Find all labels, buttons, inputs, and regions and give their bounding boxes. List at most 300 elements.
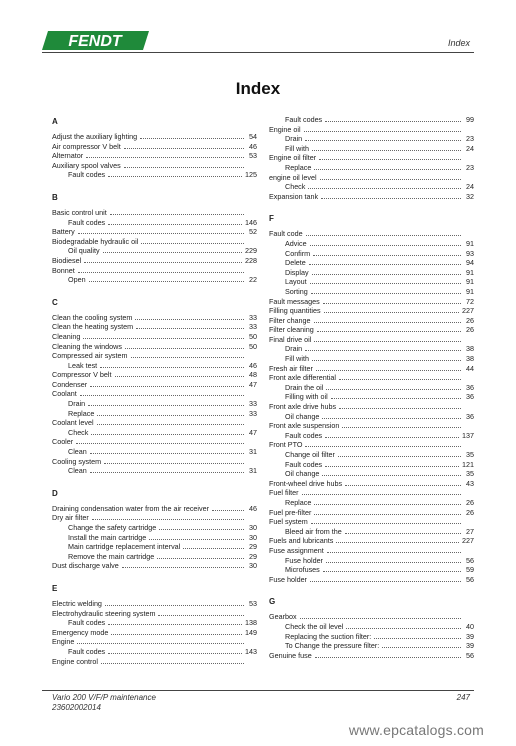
index-entry bbox=[52, 170, 257, 180]
dot-leader bbox=[313, 255, 461, 256]
index-entry bbox=[52, 609, 257, 619]
index-entry bbox=[52, 142, 257, 152]
entry-label: Oil change bbox=[285, 411, 320, 421]
entry-page-number: 146 bbox=[245, 217, 257, 227]
entry-page-number: 26 bbox=[466, 315, 474, 325]
entry-page-number: 26 bbox=[466, 497, 474, 507]
index-section bbox=[269, 214, 474, 584]
entry-page-number: 33 bbox=[249, 399, 257, 409]
index-entry bbox=[52, 342, 257, 352]
index-entry bbox=[269, 354, 474, 364]
entry-page-number: 52 bbox=[249, 227, 257, 237]
dot-leader bbox=[124, 167, 244, 168]
entry-label: Change the safety cartridge bbox=[68, 523, 157, 532]
entry-page-number: 48 bbox=[249, 370, 257, 380]
entry-label: Fuse holder bbox=[285, 555, 323, 565]
entry-label: Engine bbox=[52, 637, 75, 647]
section-letter: G bbox=[269, 597, 276, 607]
index-entry bbox=[52, 552, 257, 562]
index-section bbox=[52, 193, 257, 285]
index-entry bbox=[269, 556, 474, 566]
dot-leader bbox=[327, 552, 461, 553]
entry-label: Cooler bbox=[52, 437, 74, 447]
dot-leader bbox=[135, 319, 244, 320]
dot-leader bbox=[105, 605, 244, 606]
entry-label: Install the main cartridge bbox=[68, 532, 147, 542]
entry-page-number: 50 bbox=[249, 331, 257, 341]
index-entry bbox=[269, 536, 474, 546]
entry-label: Alternator bbox=[52, 151, 84, 161]
index-entry bbox=[269, 575, 474, 585]
index-entry bbox=[269, 249, 474, 259]
footer-document-code: 23602002014 bbox=[52, 703, 101, 712]
entry-page-number: 47 bbox=[249, 379, 257, 389]
entry-page-number: 59 bbox=[466, 565, 474, 575]
entry-label: Coolant level bbox=[52, 418, 94, 428]
dot-leader bbox=[125, 348, 244, 349]
entry-label: Clean the cooling system bbox=[52, 312, 133, 322]
entry-page-number: 94 bbox=[466, 258, 474, 268]
entry-label: Fill with bbox=[285, 143, 309, 153]
index-entry bbox=[269, 173, 474, 183]
dot-leader bbox=[312, 274, 461, 275]
index-entry bbox=[269, 344, 474, 354]
entry-page-number: 53 bbox=[249, 151, 257, 161]
entry-page-number: 31 bbox=[249, 447, 257, 457]
dot-leader bbox=[336, 542, 459, 543]
dot-leader bbox=[316, 370, 461, 371]
entry-page-number: 56 bbox=[466, 555, 474, 565]
dot-leader bbox=[314, 341, 461, 342]
index-entry bbox=[52, 266, 257, 276]
dot-leader bbox=[78, 272, 244, 273]
entry-page-number: 56 bbox=[466, 574, 474, 584]
index-entry bbox=[269, 421, 474, 431]
index-entry bbox=[269, 440, 474, 450]
entry-label: Fault codes bbox=[68, 170, 106, 180]
dot-leader bbox=[311, 293, 461, 294]
index-entry bbox=[269, 479, 474, 489]
entry-label: Layout bbox=[285, 277, 307, 287]
dot-leader bbox=[305, 350, 461, 351]
index-entry bbox=[269, 488, 474, 498]
dot-leader bbox=[320, 179, 461, 180]
dot-leader bbox=[108, 624, 242, 625]
dot-leader bbox=[305, 140, 461, 141]
dot-leader bbox=[97, 415, 244, 416]
entry-label: Final drive oil bbox=[269, 334, 312, 344]
entry-page-number: 228 bbox=[245, 255, 257, 265]
dot-leader bbox=[311, 523, 461, 524]
dot-leader bbox=[302, 494, 461, 495]
index-entry bbox=[269, 450, 474, 460]
dot-leader bbox=[158, 615, 244, 616]
dot-leader bbox=[326, 562, 461, 563]
index-entry bbox=[52, 418, 257, 428]
index-entry bbox=[269, 316, 474, 326]
index-entry bbox=[52, 466, 257, 476]
entry-page-number: 30 bbox=[249, 523, 257, 532]
index-entry bbox=[269, 144, 474, 154]
dot-leader bbox=[78, 233, 244, 234]
entry-label: Advice bbox=[285, 238, 307, 248]
entry-page-number: 99 bbox=[466, 115, 474, 124]
index-entry bbox=[52, 457, 257, 467]
index-entry bbox=[52, 313, 257, 323]
entry-label: Front axle differential bbox=[269, 373, 336, 383]
dot-leader bbox=[314, 504, 461, 505]
entry-label: Check bbox=[285, 182, 306, 192]
entry-label: Replace bbox=[285, 497, 312, 507]
index-entry bbox=[52, 533, 257, 543]
footer-divider bbox=[42, 690, 474, 691]
dot-leader bbox=[342, 427, 461, 428]
index-entry bbox=[52, 237, 257, 247]
entry-label: Dry air filter bbox=[52, 513, 89, 523]
entry-label: Fault codes bbox=[68, 217, 106, 227]
dot-leader bbox=[122, 567, 244, 568]
index-entry bbox=[269, 383, 474, 393]
entry-page-number: 33 bbox=[249, 408, 257, 418]
entry-label: Biodiesel bbox=[52, 255, 82, 265]
entry-page-number: 33 bbox=[249, 322, 257, 332]
dot-leader bbox=[326, 389, 461, 390]
dot-leader bbox=[90, 386, 244, 387]
index-entry bbox=[269, 297, 474, 307]
entry-label: Draining condensation water from the air receiver bbox=[52, 503, 210, 513]
dot-leader bbox=[324, 312, 459, 313]
dot-leader bbox=[382, 647, 461, 648]
entry-page-number: 38 bbox=[466, 354, 474, 364]
section-letter: F bbox=[269, 214, 274, 224]
index-entry bbox=[269, 364, 474, 374]
dot-leader bbox=[310, 245, 461, 246]
entry-label: Delete bbox=[285, 258, 306, 268]
index-entry bbox=[52, 561, 257, 571]
dot-leader bbox=[321, 198, 461, 199]
entry-label: Engine control bbox=[52, 656, 98, 666]
dot-leader bbox=[331, 398, 461, 399]
entry-page-number: 36 bbox=[466, 411, 474, 421]
entry-page-number: 26 bbox=[466, 507, 474, 517]
dot-leader bbox=[325, 466, 459, 467]
entry-label: Bleed air from the bbox=[285, 526, 342, 536]
entry-page-number: 22 bbox=[249, 275, 257, 285]
entry-label: Engine oil bbox=[269, 124, 301, 134]
index-entry bbox=[269, 125, 474, 135]
index-entry bbox=[269, 134, 474, 144]
page-title: Index bbox=[235, 79, 281, 98]
entry-page-number: 43 bbox=[466, 478, 474, 488]
dot-leader bbox=[314, 514, 461, 515]
dot-leader bbox=[103, 252, 242, 253]
index-entry bbox=[269, 517, 474, 527]
header-section-label: Index bbox=[447, 38, 470, 48]
dot-leader bbox=[89, 281, 244, 282]
entry-label: Battery bbox=[52, 227, 75, 237]
index-entry bbox=[52, 275, 257, 285]
entry-label: Fault codes bbox=[285, 115, 323, 124]
index-entry bbox=[52, 523, 257, 533]
entry-page-number: 29 bbox=[249, 542, 257, 552]
index-section bbox=[269, 597, 474, 660]
dot-leader bbox=[309, 264, 461, 265]
dot-leader bbox=[338, 456, 461, 457]
dot-leader bbox=[111, 634, 242, 635]
index-entry bbox=[269, 239, 474, 249]
entry-label: To Change the pressure filter: bbox=[285, 641, 380, 651]
dot-leader bbox=[90, 472, 244, 473]
entry-page-number: 26 bbox=[466, 325, 474, 335]
index-entry bbox=[52, 132, 257, 142]
index-entry bbox=[52, 437, 257, 447]
entry-label: Filling with oil bbox=[285, 392, 328, 402]
index-entry bbox=[52, 361, 257, 371]
index-entry bbox=[52, 409, 257, 419]
index-entry bbox=[269, 402, 474, 412]
entry-label: Emergency mode bbox=[52, 627, 109, 637]
dot-leader bbox=[149, 539, 244, 540]
entry-page-number: 36 bbox=[466, 392, 474, 402]
entry-label: Filling quantities bbox=[269, 306, 321, 316]
entry-label: Leak test bbox=[68, 360, 98, 370]
index-entry bbox=[52, 208, 257, 218]
entry-page-number: 29 bbox=[249, 551, 257, 561]
entry-label: Check bbox=[68, 427, 89, 437]
dot-leader bbox=[315, 657, 461, 658]
dot-leader bbox=[345, 485, 461, 486]
entry-label: Open bbox=[68, 275, 86, 285]
entry-label: Basic control unit bbox=[52, 207, 107, 217]
dot-leader bbox=[76, 443, 244, 444]
entry-page-number: 91 bbox=[466, 286, 474, 296]
entry-label: Condenser bbox=[52, 379, 88, 389]
dot-leader bbox=[124, 148, 244, 149]
index-entry bbox=[269, 546, 474, 556]
entry-page-number: 24 bbox=[466, 182, 474, 192]
index-entry bbox=[269, 412, 474, 422]
index-entry bbox=[269, 325, 474, 335]
index-entry bbox=[52, 332, 257, 342]
index-entry bbox=[52, 161, 257, 171]
entry-page-number: 47 bbox=[249, 427, 257, 437]
index-entry bbox=[52, 628, 257, 638]
index-entry bbox=[52, 151, 257, 161]
entry-page-number: 125 bbox=[245, 170, 257, 180]
index-entry bbox=[269, 565, 474, 575]
dot-leader bbox=[339, 408, 461, 409]
index-entry bbox=[269, 508, 474, 518]
entry-page-number: 35 bbox=[466, 469, 474, 479]
entry-page-number: 40 bbox=[466, 621, 474, 631]
dot-leader bbox=[80, 395, 244, 396]
entry-label: Clean the heating system bbox=[52, 322, 134, 332]
index-entry bbox=[269, 527, 474, 537]
index-entry bbox=[269, 163, 474, 173]
entry-label: Air compressor V belt bbox=[52, 141, 121, 151]
index-entry bbox=[269, 258, 474, 268]
entry-label: Oil quality bbox=[68, 246, 100, 256]
entry-label: Fuel system bbox=[269, 517, 308, 527]
index-entry bbox=[52, 322, 257, 332]
index-entry bbox=[52, 227, 257, 237]
dot-leader bbox=[108, 653, 242, 654]
section-letter: B bbox=[52, 192, 58, 202]
footer-page-number: 247 bbox=[456, 693, 470, 702]
index-entry bbox=[269, 498, 474, 508]
index-entry bbox=[269, 306, 474, 316]
dot-leader bbox=[323, 571, 461, 572]
entry-page-number: 50 bbox=[249, 341, 257, 351]
index-entry bbox=[52, 389, 257, 399]
entry-page-number: 91 bbox=[466, 238, 474, 248]
dot-leader bbox=[108, 224, 242, 225]
entry-page-number: 121 bbox=[462, 459, 474, 469]
entry-label: Fuse assignment bbox=[269, 545, 324, 555]
entry-label: Fuel filter bbox=[269, 488, 299, 498]
entry-page-number: 32 bbox=[466, 191, 474, 201]
entry-label: Fill with bbox=[285, 354, 309, 364]
entry-page-number: 91 bbox=[466, 277, 474, 287]
dot-leader bbox=[88, 405, 244, 406]
entry-label: Fresh air filter bbox=[269, 363, 313, 373]
index-entry bbox=[52, 399, 257, 409]
index-entry bbox=[269, 612, 474, 622]
entry-label: Front axle drive hubs bbox=[269, 402, 337, 412]
section-letter: C bbox=[52, 297, 58, 307]
index-entry bbox=[52, 637, 257, 647]
dot-leader bbox=[90, 453, 244, 454]
entry-label: Dust discharge valve bbox=[52, 561, 119, 571]
entry-page-number: 149 bbox=[245, 627, 257, 637]
dot-leader bbox=[101, 663, 244, 664]
dot-leader bbox=[110, 214, 244, 215]
index-entry bbox=[269, 287, 474, 297]
entry-page-number: 46 bbox=[249, 141, 257, 151]
entry-label: Fault codes bbox=[285, 430, 323, 440]
dot-leader bbox=[141, 243, 244, 244]
entry-label: Fuel pre-filter bbox=[269, 507, 312, 517]
dot-leader bbox=[91, 434, 244, 435]
dot-leader bbox=[317, 331, 461, 332]
index-column-right bbox=[269, 115, 474, 660]
dot-leader bbox=[305, 446, 461, 447]
entry-page-number: 56 bbox=[466, 650, 474, 660]
index-entry bbox=[269, 469, 474, 479]
index-entry bbox=[269, 431, 474, 441]
entry-label: Replace bbox=[68, 408, 95, 418]
index-entry bbox=[269, 641, 474, 651]
dot-leader bbox=[314, 322, 461, 323]
entry-label: Front PTO bbox=[269, 440, 303, 450]
entry-label: Microfuses bbox=[285, 565, 320, 575]
index-entry bbox=[269, 268, 474, 278]
index-entry bbox=[269, 192, 474, 202]
dot-leader bbox=[84, 262, 242, 263]
index-entry bbox=[52, 599, 257, 609]
entry-label: Fuse holder bbox=[269, 574, 307, 584]
index-entry bbox=[52, 246, 257, 256]
entry-label: Change oil filter bbox=[285, 450, 335, 459]
dot-leader bbox=[374, 638, 461, 639]
entry-page-number: 38 bbox=[466, 344, 474, 354]
entry-label: Fault messages bbox=[269, 296, 320, 306]
index-column-left bbox=[52, 117, 257, 666]
index-entry bbox=[269, 373, 474, 383]
index-entry bbox=[269, 115, 474, 125]
index-entry bbox=[52, 256, 257, 266]
entry-label: Fault code bbox=[269, 229, 303, 239]
entry-page-number: 27 bbox=[466, 526, 474, 536]
dot-leader bbox=[325, 121, 461, 122]
index-entry bbox=[269, 622, 474, 632]
entry-label: Clean bbox=[68, 466, 87, 476]
dot-leader bbox=[310, 283, 461, 284]
entry-label: Cooling system bbox=[52, 456, 102, 466]
entry-label: Expansion tank bbox=[269, 191, 319, 201]
index-entry bbox=[269, 460, 474, 470]
index-entry bbox=[52, 513, 257, 523]
dot-leader bbox=[306, 235, 461, 236]
section-letter: E bbox=[52, 583, 58, 593]
entry-page-number: 54 bbox=[249, 132, 257, 141]
entry-page-number: 35 bbox=[466, 450, 474, 459]
section-letter: D bbox=[52, 488, 58, 498]
dot-leader bbox=[77, 643, 244, 644]
entry-page-number: 138 bbox=[245, 618, 257, 628]
index-entry bbox=[52, 504, 257, 514]
dot-leader bbox=[312, 360, 461, 361]
entry-label: Drain bbox=[68, 399, 86, 409]
entry-label: Gearbox bbox=[269, 612, 297, 622]
dot-leader bbox=[136, 328, 244, 329]
index-entry bbox=[52, 542, 257, 552]
index-entry bbox=[269, 392, 474, 402]
entry-label: Replacing the suction filter: bbox=[285, 631, 372, 641]
dot-leader bbox=[108, 176, 242, 177]
dot-leader bbox=[159, 529, 244, 530]
fendt-logo bbox=[42, 30, 149, 51]
dot-leader bbox=[339, 379, 461, 380]
index-entry bbox=[269, 632, 474, 642]
index-entry bbox=[52, 351, 257, 361]
dot-leader bbox=[97, 424, 244, 425]
dot-leader bbox=[86, 157, 244, 158]
index-section bbox=[52, 584, 257, 666]
index-section bbox=[269, 115, 474, 201]
entry-label: Sorting bbox=[285, 286, 308, 296]
entry-label: Bonnet bbox=[52, 265, 75, 275]
index-entry bbox=[269, 229, 474, 239]
entry-label: Genuine fuse bbox=[269, 650, 312, 660]
dot-leader bbox=[183, 548, 244, 549]
logo-text: FENDT bbox=[68, 33, 122, 50]
dot-leader bbox=[115, 376, 244, 377]
entry-label: Electric welding bbox=[52, 598, 102, 608]
entry-label: Main cartridge replacement interval bbox=[68, 542, 181, 552]
entry-label: Compressed air system bbox=[52, 351, 128, 361]
entry-page-number: 23 bbox=[466, 134, 474, 144]
entry-page-number: 46 bbox=[249, 503, 257, 513]
watermark-text: www.epcatalogs.com bbox=[348, 722, 484, 738]
entry-label: Confirm bbox=[285, 248, 311, 258]
entry-page-number: 39 bbox=[466, 641, 474, 651]
index-section bbox=[52, 298, 257, 476]
index-entry bbox=[52, 447, 257, 457]
index-entry bbox=[269, 153, 474, 163]
entry-label: Drain the oil bbox=[285, 382, 324, 392]
entry-label: Fuels and lubricants bbox=[269, 536, 334, 546]
